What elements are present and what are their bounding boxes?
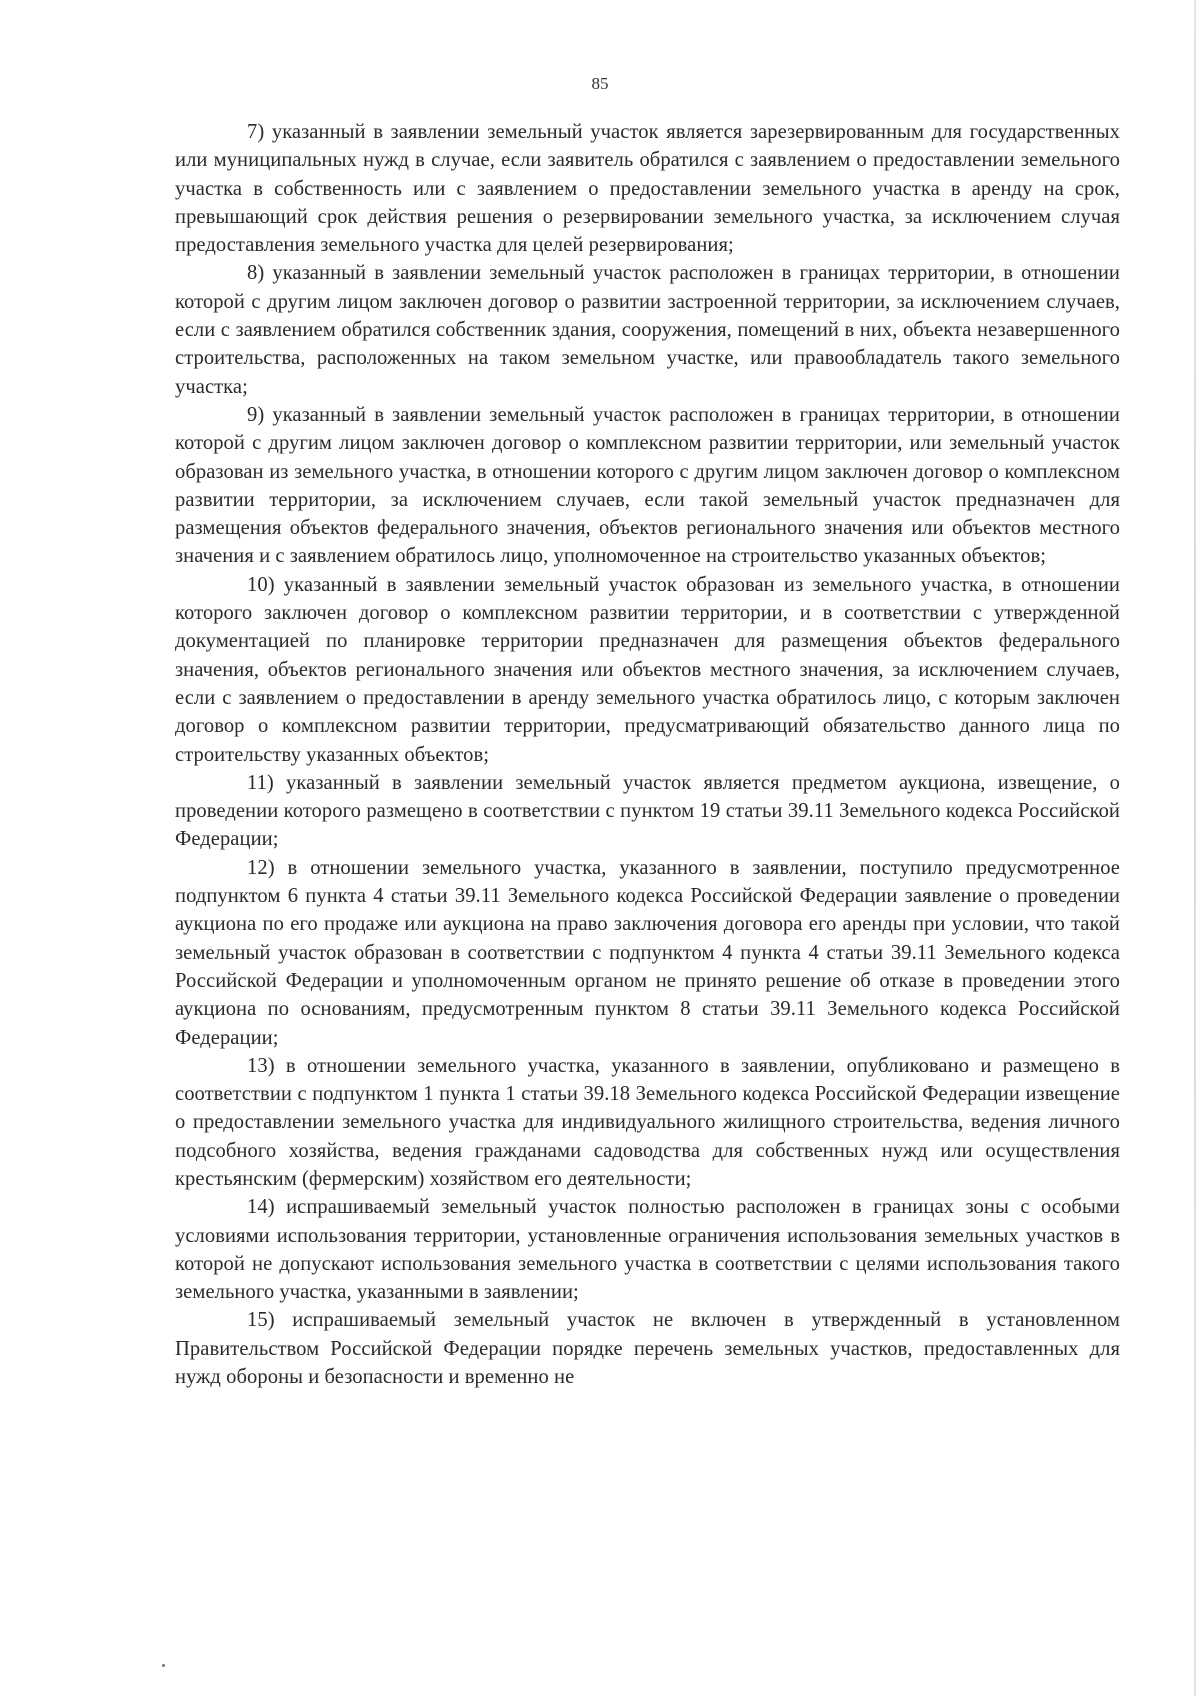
paragraph-item-14: 14) испрашиваемый земельный участок полностью расположен в границах зоны с особыми условиями использования территории, установленные ограничения использования земельных участков в которой не допускают использования земельного участка в соответствии с целями использования такого земельного участка, указанными в заявлении; <box>175 1196 1120 1304</box>
paragraph-item-10: 10) указанный в заявлении земельный участок образован из земельного участка, в отношении которого заключен договор о комплексном развитии территории, и в соответствии с утвержденной документацией по планировке территории предназначен для размещения объектов федерального значения, объектов регионального значения или объектов местного значения, за исключением случаев, если с заявлением о предоставлении в аренду земельного участка обратилось лицо, с которым заключен договор о комплексном развитии территории, предусматривающий обязательство данного лица по строительству указанных объектов; <box>175 573 1120 766</box>
paragraph-item-15: 15) испрашиваемый земельный участок не включен в утвержденный в установленном Правительством Российской Федерации порядке перечень земельных участков, предоставленных для нужд обороны и безопасности и временно не <box>175 1309 1120 1389</box>
paragraph-item-11: 11) указанный в заявлении земельный участок является предметом аукциона, извещение, о проведении которого размещено в соответствии с пунктом 19 статьи 39.11 Земельного кодекса Российской Федерации; <box>175 771 1120 851</box>
paragraph-item-13: 13) в отношении земельного участка, указанного в заявлении, опубликовано и размещено в соответствии с подпунктом 1 пункта 1 статьи 39.18 Земельного кодекса Российской Федерации извещение о предоставлении земельного участка для индивидуального жилищного строительства, ведения личного подсобного хозяйства, ведения гражданами садоводства для собственных нужд или осуществления крестьянским (фермерским) хозяйством его деятельности; <box>175 1054 1120 1190</box>
paragraph-item-12: 12) в отношении земельного участка, указанного в заявлении, поступило предусмотренное подпунктом 6 пункта 4 статьи 39.11 Земельного кодекса Российской Федерации заявление о проведении аукциона по его продаже или аукциона на право заключения договора его аренды при условии, что такой земельный участок образован в соответствии с подпунктом 4 пункта 4 статьи 39.11 Земельного кодекса Российской Федерации и уполномоченным органом не принято решение об отказе в проведении этого аукциона по основаниям, предусмотренным пунктом 8 статьи 39.11 Земельного кодекса Российской Федерации; <box>175 856 1120 1049</box>
scan-speck <box>162 1664 165 1667</box>
document-body <box>175 118 1120 1391</box>
paragraph-item-9: 9) указанный в заявлении земельный участок расположен в границах территории, в отношении которой с другим лицом заключен договор о комплексном развитии территории, или земельный участок образован из земельного участка, в отношении которого с другим лицом заключен договор о комплексном развитии территории, за исключением случаев, если такой земельный участок предназначен для размещения объектов федерального значения, объектов регионального значения или объектов местного значения и с заявлением обратилось лицо, уполномоченное на строительство указанных объектов; <box>175 403 1120 568</box>
scan-edge-shadow <box>1194 0 1196 1696</box>
page-number: 85 <box>591 74 609 93</box>
paragraph-item-7: 7) указанный в заявлении земельный участок является зарезервированным для государственных или муниципальных нужд в случае, если заявитель обратился с заявлением о предоставлении земельного участка в собственность или с заявлением о предоставлении земельного участка в аренду на срок, превышающий срок действия решения о резервировании земельного участка, за исключением случая предоставления земельного участка для целей резервирования; <box>175 121 1120 257</box>
paragraph-item-8: 8) указанный в заявлении земельный участок расположен в границах территории, в отношении которой с другим лицом заключен договор о развитии застроенной территории, за исключением случаев, если с заявлением обратился собственник здания, сооружения, помещений в них, объекта незавершенного строительства, расположенных на таком земельном участке, или правообладатель такого земельного участка; <box>175 262 1120 398</box>
